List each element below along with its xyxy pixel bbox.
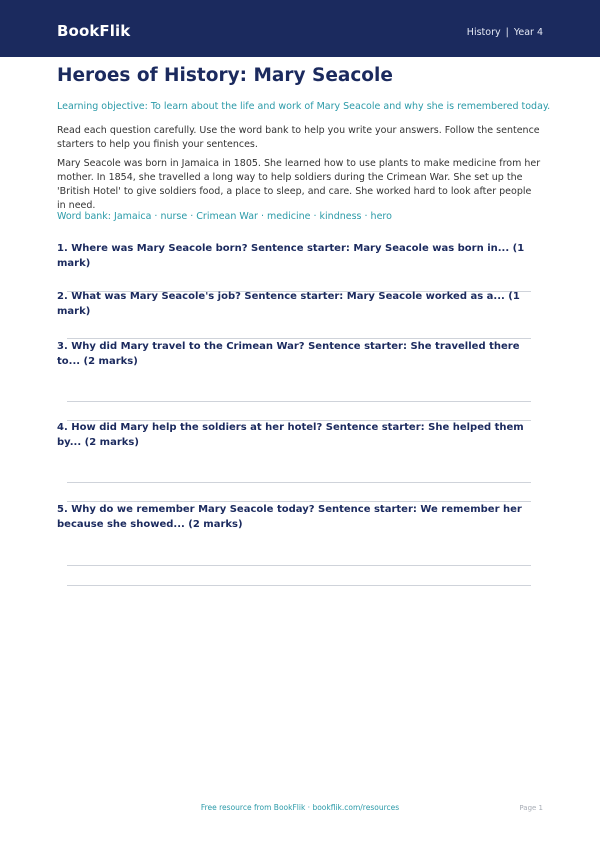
footer-link[interactable]: Free resource from BookFlik · bookflik.com/resources — [200, 803, 400, 812]
subject-label: History — [466, 27, 501, 38]
reading-passage: Mary Seacole was born in Jamaica in 1805. She learned how to use plants to make medicine from her mother. In 1854, she travelled a long way to help soldiers during the Crimean War. She set up the 'British Hotel' to give soldiers food, a place to sleep, and care. She worked hard to look after people in need. — [57, 158, 541, 211]
header-meta — [467, 27, 543, 38]
brand-logo[interactable]: BookFlik — [57, 22, 131, 40]
header-bar — [0, 0, 600, 57]
question-5: 5. Why do we remember Mary Seacole today? Sentence starter: We remember her because she showed... (2 marks) — [57, 504, 522, 530]
answer-line[interactable] — [67, 482, 531, 483]
answer-line[interactable] — [67, 401, 531, 402]
question-2: 2. What was Mary Seacole's job? Sentence starter: Mary Seacole worked as a... (1 mark) — [57, 291, 520, 317]
question-4: 4. How did Mary help the soldiers at her hotel? Sentence starter: She helped them by... (2 marks) — [57, 422, 524, 448]
answer-line[interactable] — [67, 565, 531, 566]
answer-line[interactable] — [67, 585, 531, 586]
page-title: Heroes of History: Mary Seacole — [57, 65, 393, 86]
meta-separator: | — [505, 27, 509, 38]
learning-objective: Learning objective: To learn about the life and work of Mary Seacole and why she is remembered today. — [57, 101, 551, 112]
year-label: Year 4 — [513, 27, 543, 38]
page-number: Page 1 — [519, 804, 543, 812]
question-3: 3. Why did Mary travel to the Crimean War? Sentence starter: She travelled there to... (2 marks) — [57, 341, 520, 367]
word-bank: Word bank: Jamaica · nurse · Crimean War · medicine · kindness · hero — [57, 211, 392, 222]
question-1: 1. Where was Mary Seacole born? Sentence starter: Mary Seacole was born in... (1 mark) — [57, 243, 525, 269]
instructions-text: Read each question carefully. Use the word bank to help you write your answers. Follow the sentence starters to help you finish your sentences. — [57, 125, 540, 150]
